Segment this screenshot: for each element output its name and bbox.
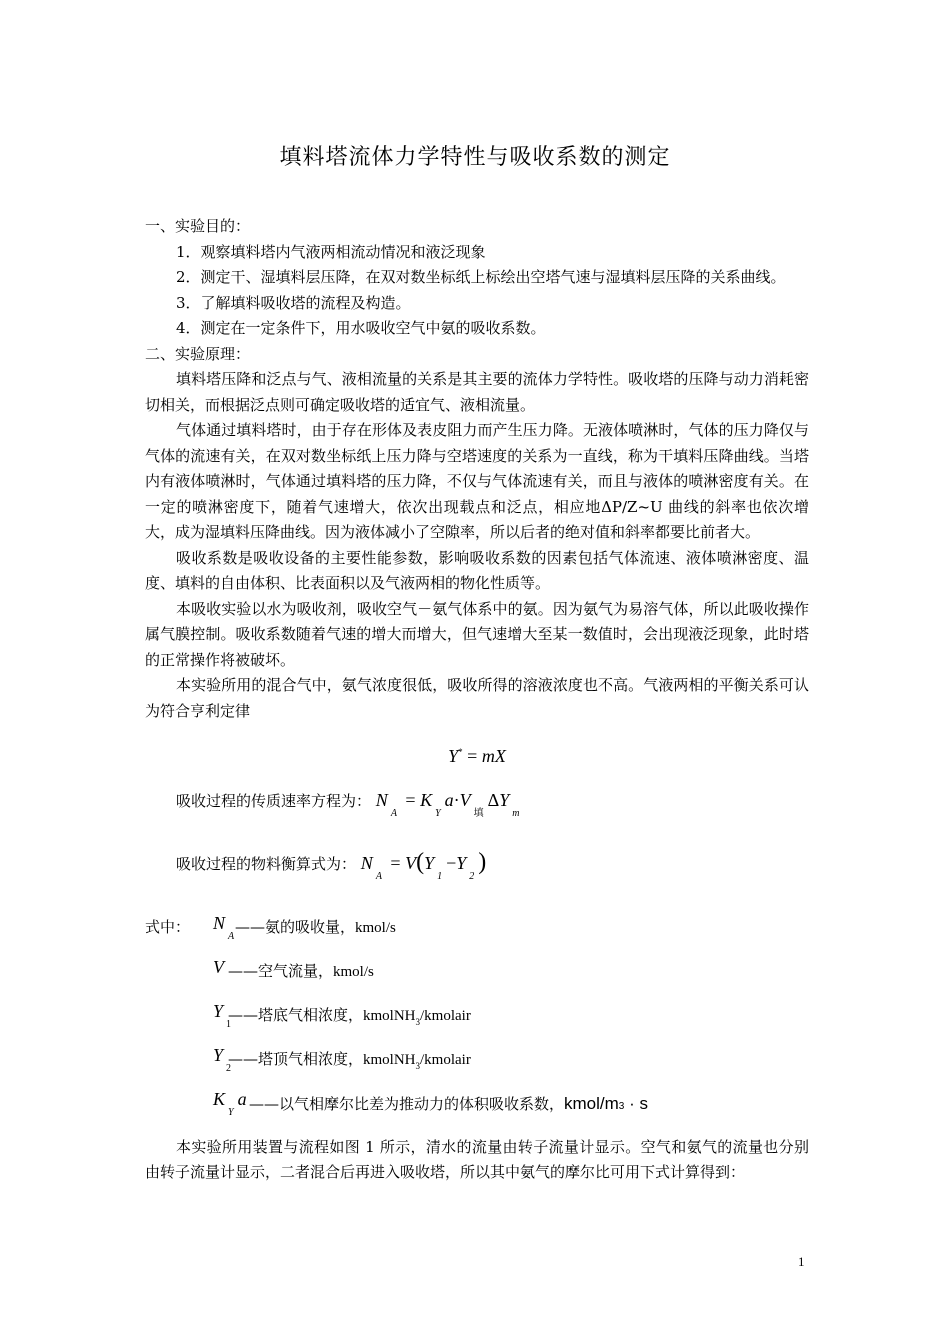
objective-item: 1．观察填料塔内气液两相流动情况和液泛现象 — [176, 242, 486, 261]
closing-paragraph: 本实验所用装置与流程如图 1 所示，清水的流量由转子流量计显示。空气和氨气的流量也分别由转子流量计显示，二者混合后再进入吸收塔，所以其中氨气的摩尔比可用下式计算得到： — [145, 1137, 809, 1181]
paragraph: 本实验所用的混合气中，氨气浓度很低，吸收所得的溶液浓度也不高。气液两相的平衡关系可认为符合亨利定律 — [145, 676, 809, 720]
definition-row — [145, 956, 809, 1003]
symbol-na: $N_A$ — [213, 912, 235, 942]
objective-item: 3．了解填料吸收塔的流程及构造。 — [176, 293, 411, 312]
where-label: 式中： — [145, 917, 191, 936]
definition-text: ——氨的吸收量，kmol/s — [235, 917, 396, 936]
definition-row — [145, 912, 809, 959]
definition-row — [145, 1088, 809, 1135]
balance-equation-formula: $N_A = V(Y_1-Y_2)$ — [360, 848, 487, 882]
paragraph: 气体通过填料塔时，由于存在形体及表皮阻力而产生压力降。无液体喷淋时，气体的压力降仅与气体的流速有关，在双对数坐标纸上压力降与空塔速度的关系为一直线，称为干填料压降曲线。当塔内有液体喷淋时，气体通过填料塔的压力降，不仅与气体流速有关，而且与液体的喷淋密度有关。在一定的喷淋密度下，随着气速增大，依次出现载点和泛点，相应地ΔP/Z~U 曲线的斜率也依次增大，成为湿填料压降曲线。因为液体减小了空隙率，所以后者的绝对值和斜率都要比前者大。 — [145, 421, 809, 541]
symbol-v: V — [213, 956, 224, 977]
definition-text: ——塔顶气相浓度，kmolNH$_3$/kmolair — [228, 1049, 471, 1071]
paragraph: 填料塔压降和泛点与气、液相流量的关系是其主要的流体力学特性。吸收塔的压降与动力消耗密切相关，而根据泛点则可确定吸收塔的适宜气、液相流量。 — [145, 370, 809, 414]
definition-row — [145, 1044, 809, 1091]
rate-equation — [176, 782, 809, 832]
balance-equation — [176, 844, 809, 895]
definition-text: ——以气相摩尔比差为推动力的体积吸收系数，kmol/m3 · s — [249, 1093, 648, 1113]
rate-equation-label: 吸收过程的传质速率方程为： — [176, 791, 372, 810]
rate-equation-formula: $N_A = K_Ya\cdot V_填\Delta Y_m$ — [375, 789, 520, 819]
section-heading-objectives: 一、实验目的： — [145, 217, 251, 235]
page-title: 填料塔流体力学特性与吸收系数的测定 — [279, 145, 671, 170]
definition-text: ——塔底气相浓度，kmolNH$_3$/kmolair — [228, 1005, 471, 1027]
symbol-y2: $Y_2$ — [213, 1044, 232, 1074]
paragraph: 本吸收实验以水为吸收剂，吸收空气－氨气体系中的氨。因为氨气为易溶气体，所以此吸收操作属气膜控制。吸收系数随着气速的增大而增大，但气速增大至某一数值时，会出现液泛现象，此时塔的正常操作将被破坏。 — [145, 599, 809, 669]
document-body — [145, 214, 809, 1186]
balance-equation-label: 吸收过程的物料衡算式为： — [176, 854, 357, 873]
henry-law-equation: Y* = mX — [448, 746, 506, 766]
objective-item: 2．测定干、湿填料层压降，在双对数坐标纸上标绘出空塔气速与湿填料层压降的关系曲线。 — [176, 268, 786, 286]
symbol-definitions — [145, 912, 809, 1135]
symbol-kya: $K_Ya$ — [213, 1088, 247, 1118]
definition-row — [145, 1000, 809, 1047]
objective-item: 4．测定在一定条件下，用水吸收空气中氨的吸收系数。 — [176, 319, 546, 337]
page-number: 1 — [798, 1254, 805, 1269]
definition-text: ——空气流量，kmol/s — [228, 961, 374, 980]
symbol-y1: $Y_1$ — [213, 1000, 232, 1030]
section-heading-principle: 二、实验原理： — [145, 344, 251, 363]
paragraph: 吸收系数是吸收设备的主要性能参数，影响吸收系数的因素包括气体流速、液体喷淋密度、温度、填料的自由体积、比表面积以及气液两相的物化性质等。 — [145, 548, 809, 592]
